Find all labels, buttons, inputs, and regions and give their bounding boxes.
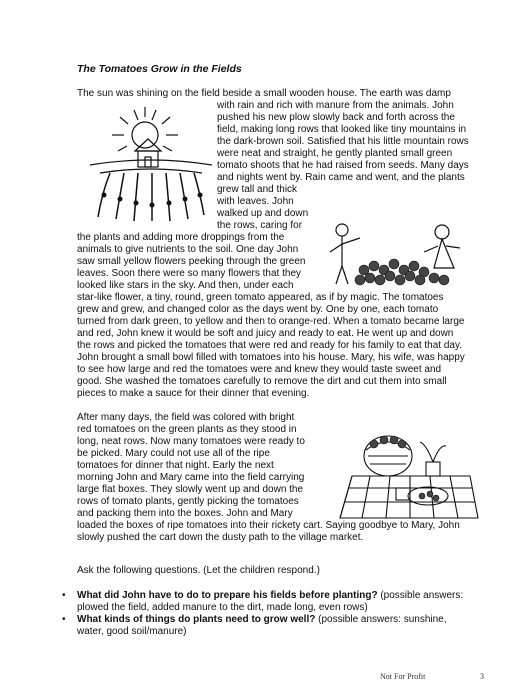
p1-line: good. She washed the tomatoes carefully to remove the dirt and cut them into small [77, 376, 447, 387]
p1-line: and nights went by. Rain came and went, and the plants [217, 172, 465, 183]
p1-line: field, making long rows that looked like tiny mountains in [217, 124, 467, 135]
p1-line: grew tall and thick [217, 184, 298, 195]
p1-line: The sun was shining on the field beside a small wooden house. The earth was damp [77, 88, 451, 99]
picnic-basket-illustration [330, 426, 480, 521]
p1-line: to see how large and red the tomatoes were and knew they would taste sweet and [77, 364, 442, 375]
question-text: What kinds of things do plants need to grow well? [77, 614, 316, 625]
p1-line: tomato shoots that he had raised from seeds. Many days [217, 160, 469, 171]
question-item [77, 614, 517, 638]
p1-line: animals to give nutrients to the soil. One day John [77, 244, 299, 255]
question-item [77, 590, 517, 614]
p1-line: looked like stars in the sky. And then, under each [77, 280, 294, 291]
p1-line: star-like flower, a tiny, round, green tomato appeared, as if by magic. The tomatoes [77, 292, 444, 303]
p1-line: walked up and down [217, 208, 309, 219]
instruction-text: Ask the following questions. (Let the children respond.) [77, 565, 320, 576]
story-title: The Tomatoes Grow in the Fields [77, 63, 242, 75]
p1-line: were neat and straight, he gently planted small green [217, 148, 453, 159]
p1-line: grew and grew, and changed color as the days went by. One by one, each tomato [77, 304, 439, 315]
p1-line: and red, John knew it would be soft and juicy and ready to eat. He went up and down [77, 328, 454, 339]
answer-text: plowed the field, added manure to the dirt, made long, even rows) [77, 602, 368, 613]
footer-text: Not For Profit [380, 672, 426, 681]
p2-line: tomatoes for dinner that night. Early the next [77, 460, 274, 471]
p2-line: morning John and Mary came into the field carrying [77, 472, 305, 483]
p1-line: pushed his new plow slowly back and forth across the [217, 112, 455, 123]
page-number: 3 [480, 672, 484, 681]
p2-line: large flat boxes. They slowly went up and down the [77, 484, 304, 495]
p2-line: red tomatoes on the green plants as they stood in [77, 424, 297, 435]
answer-text: (possible answers: [377, 590, 464, 601]
bullet-icon: • [62, 614, 66, 625]
p2-line: After many days, the field was colored with bright [77, 412, 295, 423]
bullet-icon: • [62, 590, 66, 601]
p1-line: leaves. Soon there were so many flowers that they [77, 268, 302, 279]
p1-line: with rain and rich with manure from the animals. John [217, 100, 454, 111]
p1-line: with leaves. John [217, 196, 294, 207]
p2-line: and packing them into the boxes. John and Mary [77, 508, 293, 519]
p1-line: saw small yellow flowers peeking through the green [77, 256, 306, 267]
answer-text: water, good soil/manure) [77, 626, 187, 637]
question-text: What did John have to do to prepare his fields before planting? [77, 590, 378, 601]
p1-line: the rows, caring for [217, 220, 303, 231]
john-mary-tomatoes-illustration [324, 218, 474, 288]
p2-line: be picked. Mary could not use all of the ripe [77, 448, 270, 459]
p1-line: turned from dark green, to yellow and then to orange-red. When a tomato became large [77, 316, 465, 327]
p2-line: rows of tomato plants, gently picking the tomatoes [77, 496, 299, 507]
p1-line: the rows and picked the tomatoes that were red and ready for his family to eat that day. [77, 340, 463, 351]
p2-line: loaded the boxes of ripe tomatoes into their rickety cart. Saying goodbye to Mary, John [77, 520, 460, 531]
p2-line: slowly pushed the cart down the dusty path to the village market. [77, 532, 364, 543]
p1-line: the plants and adding more droppings from the [77, 232, 285, 243]
p2-line: long, neat rows. Now many tomatoes were ready to [77, 436, 305, 447]
p1-line: the dark-brown soil. Satisfied that his little mountain rows [217, 136, 469, 147]
sun-house-field-illustration [90, 103, 212, 223]
p1-line: pieces to make a sauce for their dinner that evening. [77, 388, 310, 399]
p1-line: John brought a small bowl filled with tomatoes into his house. Mary, his wife, was happy [77, 352, 465, 363]
answer-text: (possible answers: sunshine, [315, 614, 447, 625]
